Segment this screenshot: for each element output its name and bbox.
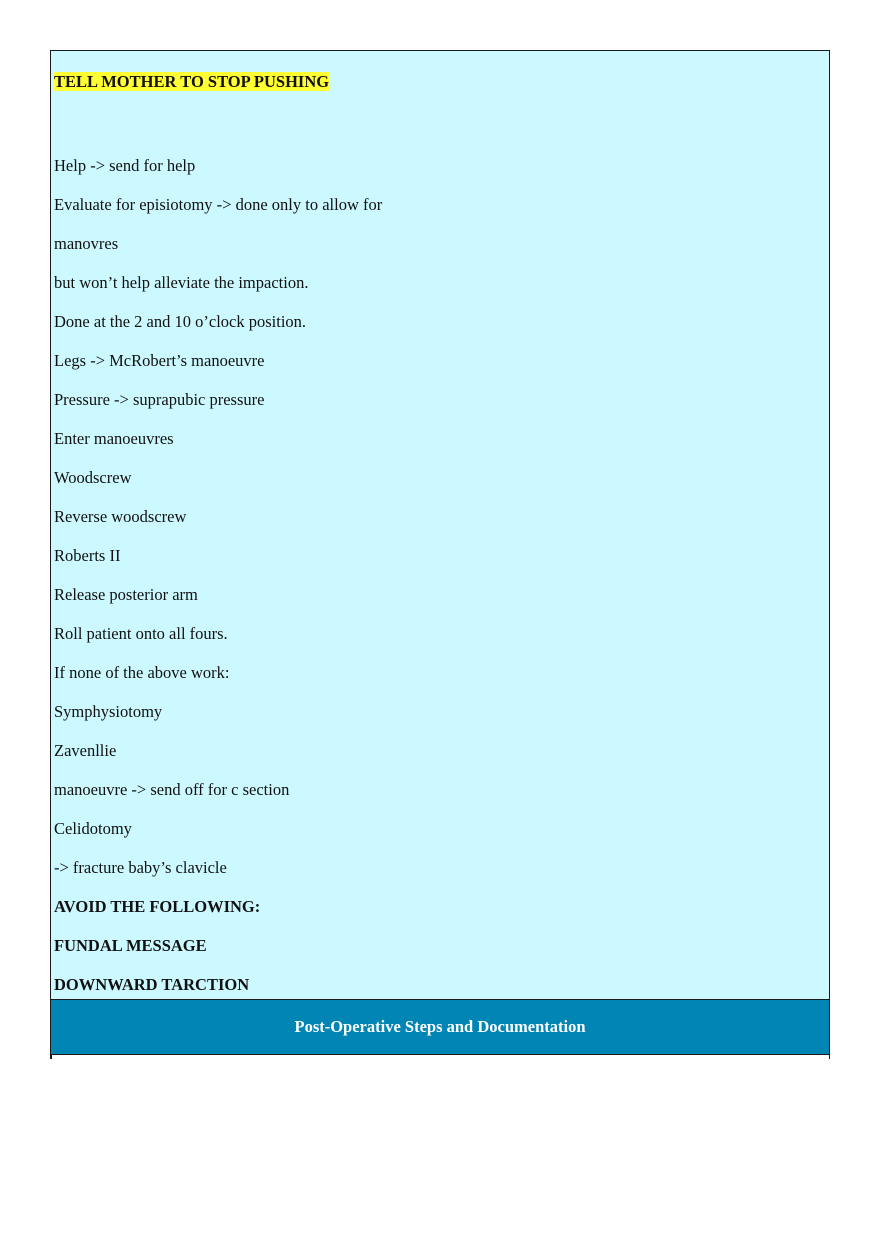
warning-heading-text: TELL MOTHER TO STOP PUSHING xyxy=(54,72,330,91)
warning-heading xyxy=(54,68,829,96)
table-border-tail-left xyxy=(50,1054,52,1059)
instruction-line: FUNDAL MESSAGE xyxy=(54,936,207,955)
instruction-line: Zavenllie xyxy=(54,741,117,760)
section-header xyxy=(50,999,830,1055)
instruction-line: AVOID THE FOLLOWING: xyxy=(54,897,261,916)
instruction-line: Enter manoeuvres xyxy=(54,429,174,448)
instruction-line: Pressure -> suprapubic pressure xyxy=(54,390,265,409)
instruction-line: manovres xyxy=(54,234,119,253)
instruction-line: DOWNWARD TARCTION xyxy=(54,975,250,994)
instruction-line: Celidotomy xyxy=(54,819,132,838)
instruction-line: Woodscrew xyxy=(54,468,132,487)
section-header-title: Post-Operative Steps and Documentation xyxy=(294,1017,586,1036)
spacer xyxy=(54,96,829,146)
instruction-line: Legs -> McRobert’s manoeuvre xyxy=(54,351,265,370)
instruction-line: but won’t help alleviate the impaction. xyxy=(54,273,309,292)
instruction-line: Evaluate for episiotomy -> done only to allow for xyxy=(54,195,383,214)
instruction-list xyxy=(54,146,829,1004)
table-border-tail-right xyxy=(829,1054,831,1059)
instruction-line: Symphysiotomy xyxy=(54,702,163,721)
instruction-line: Help -> send for help xyxy=(54,156,196,175)
instruction-line: If none of the above work: xyxy=(54,663,230,682)
content-cell xyxy=(50,50,830,999)
instruction-line: Reverse woodscrew xyxy=(54,507,187,526)
document-table xyxy=(50,50,830,1055)
instruction-line: Done at the 2 and 10 o’clock position. xyxy=(54,312,307,331)
instruction-line: Release posterior arm xyxy=(54,585,198,604)
instruction-line: manoeuvre -> send off for c section xyxy=(54,780,290,799)
instruction-line: -> fracture baby’s clavicle xyxy=(54,858,227,877)
instruction-line: Roberts II xyxy=(54,546,121,565)
instruction-line: Roll patient onto all fours. xyxy=(54,624,228,643)
